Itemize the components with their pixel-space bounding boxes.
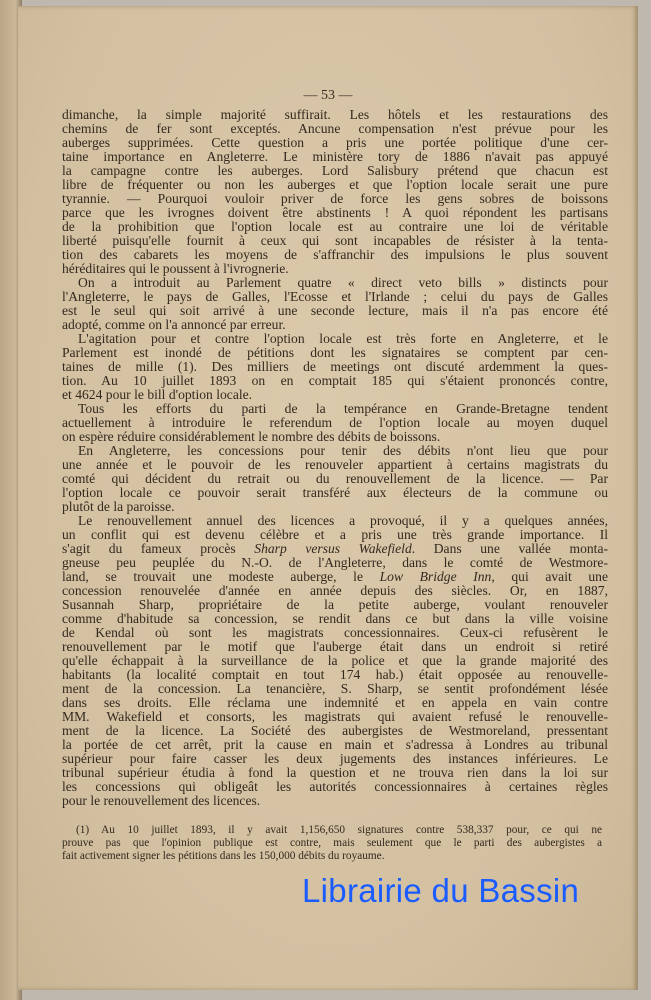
body-text — [62, 108, 608, 808]
text-line: Tous les efforts du parti de la tempérance en Grande-Bretagne tendent — [78, 401, 608, 416]
text-line: prouve pas que l'opinion publique est contre, mais seulement que le parti des aubergistes a — [62, 837, 602, 849]
text-line: MM. Wakefield et consorts, les magistrats qui avaient refusé le renouvelle- — [62, 709, 608, 724]
text-line: tribunal supérieur étudia à fond la question et ne trouva rien dans la loi sur — [62, 765, 608, 780]
text-line: supérieur pour faire casser les deux jugements des instances inférieures. Le — [62, 751, 608, 766]
text-line: liberté puisqu'elle fournit à ceux qui sont incapables de résister à la tenta- — [62, 233, 608, 248]
text-line: on espère réduire considérablement le nombre des débits de boissons. — [62, 429, 441, 444]
text-line: une année et le pouvoir de les renouveler appartient à certains magistrats du — [62, 457, 608, 472]
text-line: Susannah Sharp, propriétaire de la petite auberge, voulant renouveler — [62, 597, 608, 612]
text-line: gneuse peu peuplée du N.-O. de l'Angleterre, dans le comté de Westmore- — [62, 555, 608, 570]
text-segment: land, se trouvait une modeste auberge, le — [62, 569, 380, 584]
text-line: libre de fréquenter ou non les auberges et que l'option locale serait une pure — [62, 177, 608, 192]
text-line: comté qui décident du retrait ou du renouvellement de la licence. — Par — [62, 471, 608, 486]
text-line: et 4624 pour le bill d'option locale. — [62, 387, 253, 402]
text-line: plutôt de la paroisse. — [62, 499, 175, 514]
text-segment: , qui avait une — [491, 569, 609, 584]
text-line: comme d'habitude sa concession, se rendit dans ce but dans la ville voisine — [62, 611, 608, 626]
text-line: de la prohibition que l'option locale est au contraire une loi de véritable — [62, 219, 608, 234]
watermark: Librairie du Bassin — [302, 872, 580, 909]
text-line: l'option locale ce pouvoir serait transféré aux électeurs de la commune ou — [62, 485, 608, 500]
text-line: de Kendal où sont les magistrats concessionnaires. Ceux-ci refusèrent le — [62, 625, 608, 640]
text-line: un conflit qui est devenu célèbre et a pris une très grande importance. Il — [62, 527, 608, 542]
text-line: tion. Au 10 juillet 1893 on en comptait 185 qui s'étaient prononcés contre, — [62, 373, 608, 388]
text-line — [62, 570, 608, 584]
text-line: chemins de fer sont exceptés. Ancune compensation n'est prévue pour les — [62, 121, 608, 136]
text-line: auberges supprimées. Cette question a pris une portée politique d'une cer- — [62, 135, 608, 150]
text-line: qu'elle échappait à la surveillance de la police et que la grande majorité des — [62, 653, 608, 668]
text-line: parce que les ivrognes doivent être abstinents ! A quoi répondent les partisans — [62, 205, 608, 220]
text-line: concession renouvelée d'année en année depuis des siècles. Or, en 1887, — [62, 583, 608, 598]
text-line: ment de la licence. La Société des aubergistes de Westmoreland, pressentant — [62, 723, 608, 738]
italic-title: Sharp versus Wakefield — [254, 541, 412, 556]
footnote — [62, 824, 602, 863]
text-segment: . Dans une vallée monta- — [411, 541, 609, 556]
text-line: la campagne contre les auberges. Lord Salisbury prétend que chacun est — [62, 163, 608, 178]
text-line: En Angleterre, les concessions pour tenir des débits n'ont lieu que pour — [78, 443, 608, 458]
text-line: renouvellement par le motif que l'auberge était dans un endroit si retiré — [62, 639, 608, 654]
text-line: Parlement est inondé de pétitions dont les signataires se comptent par cen- — [62, 345, 608, 360]
text-line: dimanche, la simple majorité suffirait. Les hôtels et les restaurations des — [62, 107, 608, 122]
text-line: ment de la concession. La tenancière, S. Sharp, se sentit profondément lésée — [62, 681, 608, 696]
text-segment: s'agit du fameux procès — [62, 541, 255, 556]
book-page — [18, 6, 638, 990]
text-line: est le seul qui soit arrivé à une seconde lecture, mais il n'a pas encore été — [62, 303, 608, 318]
italic-title: Low Bridge Inn — [379, 569, 492, 584]
text-line: tion des cabarets les moyens de s'affranchir des impulsions le plus souvent — [62, 247, 608, 262]
text-line — [62, 542, 608, 556]
text-line: On a introduit au Parlement quatre « direct veto bills » distincts pour — [78, 275, 608, 290]
page-number: — 53 — — [303, 88, 353, 103]
text-line: pour le renouvellement des licences. — [62, 793, 261, 808]
text-line: (1) Au 10 juillet 1893, il y avait 1,156,650 signatures contre 538,337 pour, ce qui ne — [76, 824, 602, 836]
text-line: Le renouvellement annuel des licences a provoqué, il y a quelques années, — [78, 513, 608, 528]
text-line: actuellement à introduire le referendum de l'option locale au moyen duquel — [62, 415, 608, 430]
text-line: héréditaires qui le poussent à l'ivrognerie. — [62, 261, 289, 276]
text-line: l'Angleterre, le pays de Galles, l'Ecosse et l'Irlande ; celui du pays de Galles — [62, 289, 608, 304]
text-line: tyrannie. — Pourquoi vouloir priver de force les gens sobres de boissons — [62, 191, 608, 206]
text-line: fait activement signer les pétitions dans les 150,000 débits du royaume. — [62, 850, 385, 862]
text-line: L'agitation pour et contre l'option locale est très forte en Angleterre, et le — [78, 331, 608, 346]
text-line: dans ses droits. Elle réclama une indemnité et en appela en vain contre — [62, 695, 608, 710]
text-line: taine importance en Angleterre. Le ministère tory de 1886 n'avait pas appuyé — [62, 149, 608, 164]
text-line: habitants (la localité comptait en tout 174 hab.) était opposée au renouvelle- — [62, 667, 608, 682]
text-line: la portée de cet arrêt, prit la cause en main et s'adressa à Londres au tribunal — [62, 737, 608, 752]
text-line: taines de mille (1). Des milliers de meetings ont discuté ardemment la ques- — [62, 359, 608, 374]
text-line: les concessions qui obligeât les autorités concessionnaires à certaines règles — [62, 779, 608, 794]
text-line: adopté, comme on l'a annoncé par erreur. — [62, 317, 286, 332]
